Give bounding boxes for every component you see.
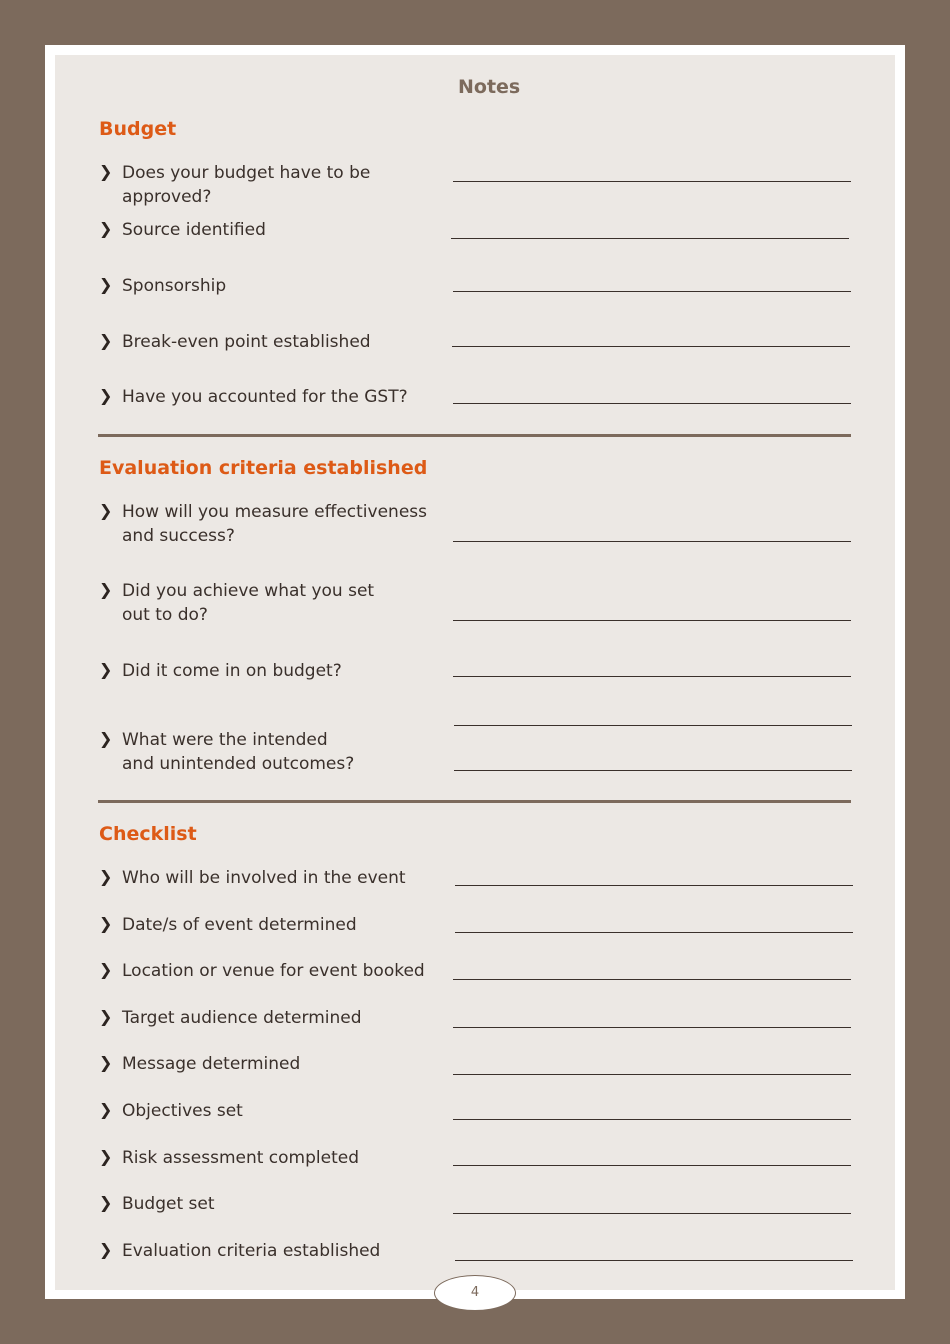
list-item: ❯ Target audience determined xyxy=(99,1007,362,1028)
chevron-right-icon: ❯ xyxy=(99,331,113,350)
notes-line[interactable] xyxy=(455,932,853,933)
chevron-right-icon: ❯ xyxy=(99,960,113,979)
list-item: ❯ Who will be involved in the event xyxy=(99,867,406,888)
notes-line[interactable] xyxy=(453,541,851,542)
list-item: ❯ Objectives set xyxy=(99,1100,243,1121)
chevron-right-icon: ❯ xyxy=(99,1193,113,1212)
notes-line[interactable] xyxy=(452,346,850,347)
notes-line[interactable] xyxy=(453,979,851,980)
chevron-right-icon: ❯ xyxy=(99,386,113,405)
notes-line[interactable] xyxy=(453,1165,851,1166)
section-title-checklist: Checklist xyxy=(99,823,197,845)
list-item: ❯ Location or venue for event booked xyxy=(99,960,425,981)
list-item: ❯ Date/s of event determined xyxy=(99,914,357,935)
section-divider xyxy=(98,800,851,803)
chevron-right-icon: ❯ xyxy=(99,162,113,181)
list-item: ❯ Message determined xyxy=(99,1053,301,1074)
list-item: ❯ Did you achieve what you set out to do? xyxy=(99,580,375,625)
chevron-right-icon: ❯ xyxy=(99,275,113,294)
list-item: ❯ Sponsorship xyxy=(99,275,227,296)
section-title-evaluation: Evaluation criteria established xyxy=(99,457,428,479)
chevron-right-icon: ❯ xyxy=(99,729,113,748)
chevron-right-icon: ❯ xyxy=(99,1007,113,1026)
chevron-right-icon: ❯ xyxy=(99,1240,113,1259)
notes-line[interactable] xyxy=(455,1260,853,1261)
notes-line[interactable] xyxy=(451,238,849,239)
list-item: ❯ Budget set xyxy=(99,1193,215,1214)
chevron-right-icon: ❯ xyxy=(99,1053,113,1072)
notes-heading: Notes xyxy=(458,76,521,98)
chevron-right-icon: ❯ xyxy=(99,867,113,886)
notes-line[interactable] xyxy=(453,1074,851,1075)
chevron-right-icon: ❯ xyxy=(99,660,113,679)
notes-line[interactable] xyxy=(453,620,851,621)
chevron-right-icon: ❯ xyxy=(99,914,113,933)
page-number: 4 xyxy=(434,1275,516,1311)
list-item: ❯ Have you accounted for the GST? xyxy=(99,386,408,407)
section-divider xyxy=(98,434,851,437)
list-item: ❯ Break-even point established xyxy=(99,331,371,352)
notes-line[interactable] xyxy=(453,1213,851,1214)
notes-line[interactable] xyxy=(453,181,851,182)
section-title-budget: Budget xyxy=(99,118,177,140)
list-item: ❯ How will you measure effectiveness and success? xyxy=(99,501,427,546)
notes-line[interactable] xyxy=(453,291,851,292)
list-item: ❯ Did it come in on budget? xyxy=(99,660,342,681)
chevron-right-icon: ❯ xyxy=(99,219,113,238)
notes-line[interactable] xyxy=(453,403,851,404)
notes-line[interactable] xyxy=(453,676,851,677)
list-item: ❯ Source identified xyxy=(99,219,266,240)
chevron-right-icon: ❯ xyxy=(99,580,113,599)
chevron-right-icon: ❯ xyxy=(99,1147,113,1166)
list-item: ❯ Risk assessment completed xyxy=(99,1147,360,1168)
notes-line[interactable] xyxy=(454,725,852,726)
chevron-right-icon: ❯ xyxy=(99,501,113,520)
list-item: ❯ Does your budget have to be approved? xyxy=(99,162,371,207)
list-item: ❯ Evaluation criteria established xyxy=(99,1240,381,1261)
notes-line[interactable] xyxy=(453,1119,851,1120)
notes-line[interactable] xyxy=(455,885,853,886)
chevron-right-icon: ❯ xyxy=(99,1100,113,1119)
notes-line[interactable] xyxy=(454,770,852,771)
list-item: ❯ What were the intended and unintended outcomes? xyxy=(99,729,355,774)
notes-line[interactable] xyxy=(453,1027,851,1028)
